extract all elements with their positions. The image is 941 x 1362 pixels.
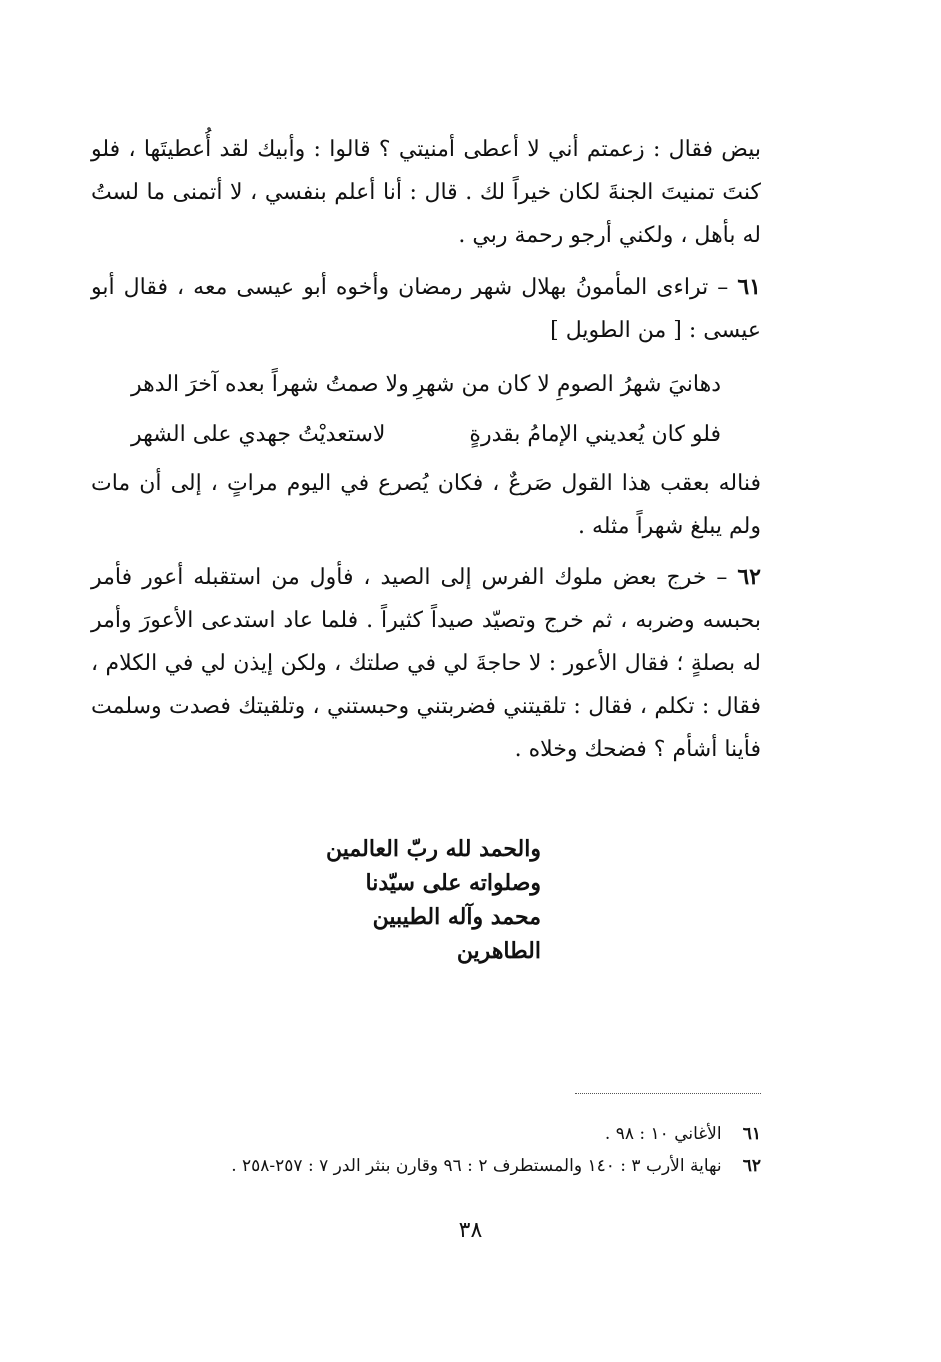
hemistich-first: فلو كان يُعديني الإمامُ بقدرةٍ	[469, 422, 721, 447]
footnote-61	[161, 1118, 761, 1150]
paragraph-text: – تراءى المأمونُ بهلال شهر رمضان وأخوه أبو عيسى معه ، فقال أبو عيسى : [ من الطويل ]	[91, 275, 761, 343]
closing-line: محمد وآله الطيبين	[372, 904, 541, 930]
closing-line: الطاهرين	[456, 938, 541, 964]
hemistich-first: دهانيَ شهرُ الصومِ لا كان من شهرِ	[413, 372, 721, 397]
paragraph-text: بيض فقال : زعمتم أني لا أعطى أمنيتي ؟ قالوا : وأبيك لقد أُعطيتَها ، فلو كنتَ تمنيتَ الجنةَ لكان خيراً لك . قال : أنا أعلم بنفسي ، لا أتمنى ما لستُ له بأهل ، ولكني أرجو رحمة ربي .	[91, 137, 761, 248]
paragraph-61-continued	[91, 462, 761, 548]
hemistich-second: ولا صمتُ شهراً بعده آخرَ الدهر	[131, 372, 409, 397]
footnote-text: نهاية الأرب ٣ : ١٤٠ والمستطرف ٢ : ٩٦ وقارن بنثر الدر ٧ : ٢٥٧-٢٥٨ .	[231, 1156, 722, 1176]
closing-line: والحمد لله ربّ العالمين	[326, 836, 541, 862]
footnotes	[161, 1118, 761, 1182]
footnote-number: ٦١	[742, 1124, 761, 1144]
footnote-divider	[575, 1093, 761, 1094]
paragraph-intro	[91, 128, 761, 257]
footnote-62	[161, 1150, 761, 1182]
hemistich-second: لاستعديْتُ جهدي على الشهر	[131, 422, 386, 447]
paragraph-text: فناله بعقب هذا القول صَرعٌ ، فكان يُصرع في اليوم مراتٍ ، إلى أن مات ولم يبلغ شهراً مثله .	[91, 471, 761, 539]
paragraph-number: ٦١	[737, 274, 761, 300]
poem	[131, 360, 721, 460]
paragraph-text: – خرج بعض ملوك الفرس إلى الصيد ، فأول من استقبله أعور فأمر بحبسه وضربه ، ثم خرج وتصيّد صيداً كثيراً . فلما عاد استدعى الأعورَ وأمر له بصلةٍ ؛ فقال الأعور : لا حاجةَ لي في صلتك ، ولكن إيذن لي في الكلام ، فقال : تكلم ، فقال : تلقيتني فضربتني وحبستني ، وتلقيتك فصدت وسلمت فأينا أشأم ؟ فضحك وخلاه .	[91, 565, 761, 762]
closing-doxology	[321, 832, 541, 968]
paragraph-61	[91, 266, 761, 352]
footnote-text: الأغاني ١٠ : ٩٨ .	[604, 1124, 722, 1144]
paragraph-62	[91, 556, 761, 771]
footnote-number: ٦٢	[742, 1156, 761, 1176]
poem-verse-2	[131, 410, 721, 460]
closing-line: وصلواته على سيّدنا	[365, 870, 541, 896]
poem-verse-1	[131, 360, 721, 410]
page-number: ٣٨	[458, 1218, 483, 1243]
paragraph-number: ٦٢	[737, 564, 761, 590]
